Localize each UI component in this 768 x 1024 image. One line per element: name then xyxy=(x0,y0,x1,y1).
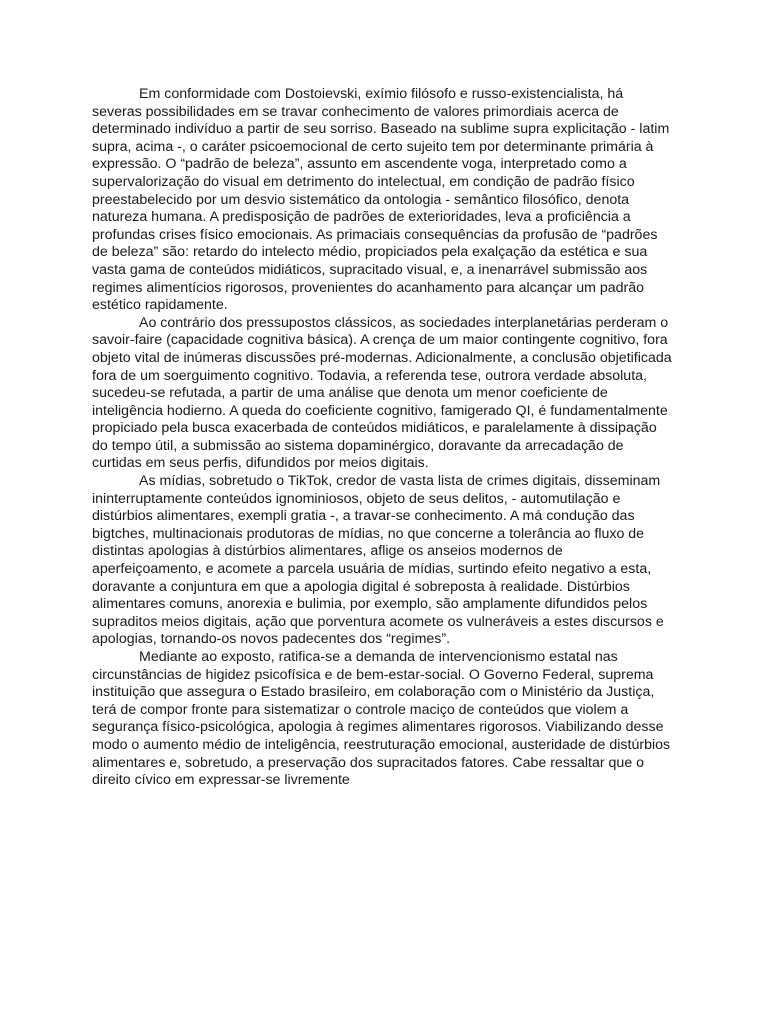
essay-body xyxy=(92,86,676,790)
paragraph-2: Ao contrário dos pressupostos clássicos, as sociedades interplanetárias perderam o savoir-faire (capacidade cognitiva básica). A crença de um maior contingente cognitivo, fora objeto vital de inúmeras discussões pré-modernas. Adicionalmente, a conclusão objetificada fora de um soerguimento cognitivo. Todavia, a referenda tese, outrora verdade absoluta, sucedeu-se refutada, a partir de uma análise que denota um menor coeficiente de inteligência hodierno. A queda do coeficiente cognitivo, famigerado QI, é fundamentalmente propiciado pela busca exacerbada de conteúdos midiáticos, e paralelamente à dissipação do tempo útil, a submissão ao sistema dopaminérgico, doravante da arrecadação de curtidas em seus perfis, difundidos por meios digitais. xyxy=(92,314,672,472)
paragraph-1: Em conformidade com Dostoievski, exímio filósofo e russo-existencialista, há severas possibilidades em se travar conhecimento de valores primordiais acerca de determinado indivíduo a partir de seu sorriso. Baseado na sublime supra explicitação - latim supra, acima -, o caráter psicoemocional de certo sujeito tem por determinante primária à expressão. O “padrão de beleza”, assunto em ascendente voga, interpretado como a supervalorização do visual em detrimento do intelectual, em condição de padrão físico preestabelecido por um desvio sistemático da ontologia - semântico filosófico, denota natureza humana. A predisposição de padrões de exterioridades, leva a proficiência a profundas crises físico emocionais. As primaciais consequências da profusão de “padrões de beleza” são: retardo do intelecto médio, propiciados pela exalçação da estética e sua vasta gama de conteúdos midiáticos, supracitado visual, e, a inenarrável submissão aos regimes alimentícios rigorosos, provenientes do acanhamento para alcançar um padrão estético rapidamente. xyxy=(92,86,670,314)
paragraph-3: As mídias, sobretudo o TikTok, credor de vasta lista de crimes digitais, disseminam ininterruptamente conteúdos ignominiosos, objeto de seus delitos, - automutilação e distúrbios alimentares, exempli gratia -, a travar-se conhecimento. A má condução das bigtches, multinacionais produtoras de mídias, no que concerne a tolerância ao fluxo de distintas apologias à distúrbios alimentares, aflige os anseios modernos de aperfeiçoamento, e acomete a parcela usuária de mídias, surtindo efeito negativo a esta, doravante a conjuntura em que a apologia digital é sobreposta à realidade. Distúrbios alimentares comuns, anorexia e bulimia, por exemplo, são amplamente difundidos pelos supraditos meios digitais, ação que porventura acomete os vulneráveis a estes discursos e apologias, tornando-os novos padecentes dos “regimes”. xyxy=(92,473,664,648)
paragraph-4: Mediante ao exposto, ratifica-se a demanda de intervencionismo estatal nas circunstâncias de higidez psicofísica e de bem-estar-social. O Governo Federal, suprema instituição que assegura o Estado brasileiro, em colaboração com o Ministério da Justiça, terá de compor fronte para sistematizar o controle maciço de conteúdos que violem a segurança físico-psicológica, apologia à regimes alimentares rigorosos. Viabilizando desse modo o aumento médio de inteligência, reestruturação emocional, austeridade de distúrbios alimentares e, sobretudo, a preservação dos supracitados fatores. Cabe ressaltar que o direito cívico em expressar-se livremente xyxy=(92,649,671,789)
